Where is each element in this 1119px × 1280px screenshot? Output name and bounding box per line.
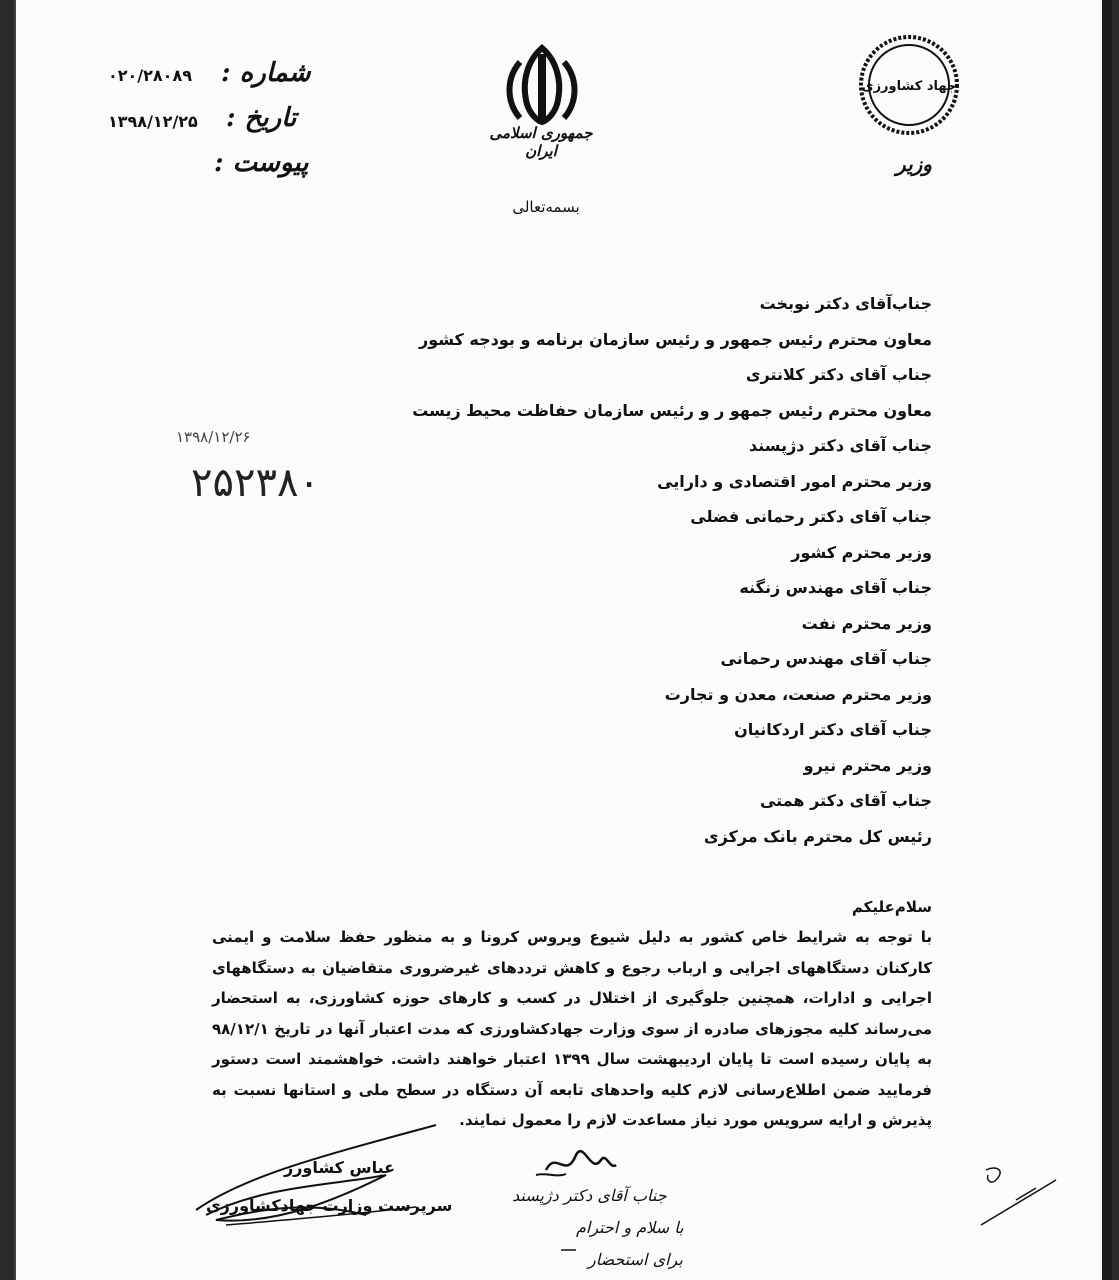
attachment-label: پیوست : [214,148,309,178]
addressee-line: جناب آقای دکتر دژپسند [749,436,932,455]
number-label: شماره : [221,58,311,88]
margin-checkmark-icon [976,1140,1076,1240]
stamp-number: ۲۵۲۳۸۰ [191,460,320,506]
addressee-line: رئیس کل محترم بانک مرکزی [703,826,932,846]
greeting: سلام‌علیکم [851,898,932,916]
addressee-line: جناب آقای مهندس زنگنه [739,578,932,597]
date-value: ۱۳۹۸/۱۲/۲۵ [108,112,198,131]
seal-text: جهاد کشاورزی [861,79,957,94]
addressee-line: وزیر محترم کشور [791,542,932,562]
position-label: وزیر [896,152,932,176]
emblem-caption: جمهوری اسلامی ایران [489,124,593,160]
addressee-line: وزیر محترم امور اقتصادی و دارایی [657,471,932,491]
stamp-date: ۱۳۹۸/۱۲/۲۶ [176,428,251,446]
addressee-line: معاون محترم رئیس جمهو ر و رئیس سازمان حفاظت محیط زیست [412,400,932,420]
addressee-line: وزیر محترم نفت [801,613,932,633]
letter-body: با توجه به شرایط خاص کشور به دلیل شیوع ویروس کرونا و به منظور حفظ سلامت و ایمنی کارکنان دستگاههای اجرایی و ارباب رجوع و کاهش ترددهای غیرضروری متقاضیان به دستگاههای اجرایی و ادارات، همچنین جلوگیری از اختلال در کسب و کارهای حوزه کشاورزی، به استحضار می‌رساند کلیه مجوزهای صادره از سوی وزارت جهادکشاورزی که مدت اعتبار آنها در تاریخ ۹۸/۱۲/۱ به پایان رسیده است تا پایان اردیبهشت سال ۱۳۹۹ اعتبار خواهند داشت. خواهشمند است دستور فرمایید ضمن اطلاع‌رسانی لازم کلیه واحدهای تابعه آن دستگاه در سطح ملی و استانها نسبت به پذیرش و ارایه سرویس مورد نیاز مساعدت لازم را معمول نمایند. [212,928,932,1129]
addressee-line: وزیر محترم نیرو [803,755,932,775]
signatory-name: عباس کشاورز [284,1158,396,1177]
handnote-line-1: جناب آقای دکتر دژپسند [512,1186,667,1205]
handnote-line-2: با سلام و احترام [576,1218,684,1237]
addressee-line: وزیر محترم صنعت، معدن و تجارت [664,684,932,704]
basmala: بسمه‌تعالی [512,198,580,216]
addressee-line: جناب آقای دکتر رحمانی فضلی [690,507,932,526]
addressee-line: جناب آقای دکتر اردکانیان [734,720,932,739]
signatory-title: سرپرست وزارت جهادکشاورزی [206,1196,453,1215]
addressee-line: جناب آقای دکتر همتی [759,791,932,810]
number-value: ۰۲۰/۲۸۰۸۹ [108,66,192,85]
handnote-line-3: برای استحضار [588,1250,683,1269]
addressee-line: جناب آقای دکتر کلانتری [745,365,932,384]
ministry-seal-icon [854,30,964,140]
date-label: تاریخ : [226,103,297,133]
scan-edge [1102,0,1112,1280]
letter-page [14,0,1112,1280]
addressee-line: معاون محترم رئیس جمهور و رئیس سازمان برنامه و بودجه کشور [418,329,932,349]
addressee-line: جناب‌آقای دکتر نوبخت [759,294,932,313]
addressee-line: جناب آقای مهندس رحمانی [720,649,932,668]
addressee-list [232,286,932,854]
